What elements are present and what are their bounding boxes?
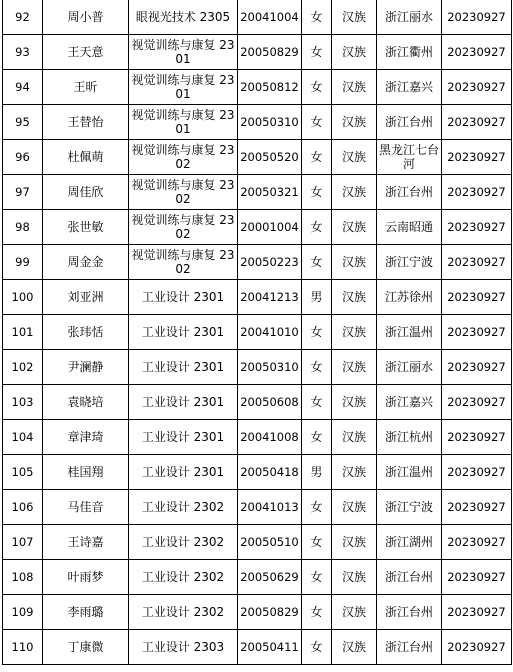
row-number-cell: 100 [3,280,43,315]
major-class-cell: 工业设计 2303 [129,630,238,665]
birth-date-cell: 20001004 [238,210,302,245]
birth-date-cell: 20041010 [238,315,302,350]
table-row [3,315,512,350]
student-name-cell: 桂国翔 [43,455,129,490]
birth-date-cell: 20041004 [238,0,302,35]
table-row [3,70,512,105]
table-row [3,245,512,280]
ethnicity-cell: 汉族 [332,0,377,35]
gender-cell: 女 [302,525,332,560]
major-class-cell: 视觉训练与康复 2302 [129,140,238,175]
ethnicity-cell: 汉族 [332,420,377,455]
major-class-cell: 视觉训练与康复 2301 [129,35,238,70]
origin-cell: 浙江台州 [377,560,442,595]
birth-date-cell: 20050321 [238,175,302,210]
row-number-cell: 96 [3,140,43,175]
student-name-cell: 马佳音 [43,490,129,525]
gender-cell: 女 [302,210,332,245]
origin-cell: 江苏徐州 [377,280,442,315]
ethnicity-cell: 汉族 [332,490,377,525]
student-name-cell: 李雨璐 [43,595,129,630]
origin-cell: 浙江台州 [377,105,442,140]
student-name-cell: 尹澜静 [43,350,129,385]
enrollment-date-cell: 20230927 [442,455,512,490]
enrollment-date-cell: 20230927 [442,595,512,630]
student-name-cell: 张玮恬 [43,315,129,350]
birth-date-cell: 20041013 [238,490,302,525]
gender-cell: 女 [302,35,332,70]
major-class-cell: 工业设计 2302 [129,490,238,525]
gender-cell: 女 [302,385,332,420]
ethnicity-cell: 汉族 [332,140,377,175]
enrollment-date-cell: 20230927 [442,140,512,175]
student-name-cell: 周金金 [43,245,129,280]
table-row [3,350,512,385]
row-number-cell: 109 [3,595,43,630]
row-number-cell: 98 [3,210,43,245]
major-class-cell: 视觉训练与康复 2302 [129,210,238,245]
table-row [3,105,512,140]
student-name-cell: 袁晓培 [43,385,129,420]
table-row [3,455,512,490]
enrollment-date-cell: 20230927 [442,385,512,420]
row-number-cell: 99 [3,245,43,280]
row-number-cell: 103 [3,385,43,420]
birth-date-cell: 20041008 [238,420,302,455]
birth-date-cell: 20050608 [238,385,302,420]
row-number-cell: 97 [3,175,43,210]
major-class-cell: 工业设计 2301 [129,420,238,455]
major-class-cell: 眼视光技术 2305 [129,0,238,35]
gender-cell: 女 [302,245,332,280]
gender-cell: 女 [302,175,332,210]
table-row [3,140,512,175]
ethnicity-cell: 汉族 [332,630,377,665]
row-number-cell: 102 [3,350,43,385]
table-row [3,385,512,420]
major-class-cell: 工业设计 2301 [129,455,238,490]
row-number-cell: 104 [3,420,43,455]
row-number-cell: 107 [3,525,43,560]
origin-cell: 浙江温州 [377,315,442,350]
origin-cell: 浙江嘉兴 [377,385,442,420]
major-class-cell: 工业设计 2302 [129,595,238,630]
origin-cell: 浙江湖州 [377,525,442,560]
enrollment-date-cell: 20230927 [442,280,512,315]
ethnicity-cell: 汉族 [332,280,377,315]
table-row [3,490,512,525]
major-class-cell: 工业设计 2301 [129,280,238,315]
gender-cell: 女 [302,140,332,175]
ethnicity-cell: 汉族 [332,70,377,105]
birth-date-cell: 20050310 [238,105,302,140]
student-name-cell: 王昕 [43,70,129,105]
birth-date-cell: 20050829 [238,35,302,70]
enrollment-date-cell: 20230927 [442,70,512,105]
major-class-cell: 工业设计 2301 [129,385,238,420]
gender-cell: 女 [302,70,332,105]
ethnicity-cell: 汉族 [332,595,377,630]
table-row [3,210,512,245]
student-name-cell: 张世敏 [43,210,129,245]
major-class-cell: 工业设计 2302 [129,560,238,595]
student-name-cell: 周佳欣 [43,175,129,210]
student-name-cell: 王天意 [43,35,129,70]
table-row [3,35,512,70]
gender-cell: 男 [302,280,332,315]
major-class-cell: 视觉训练与康复 2301 [129,105,238,140]
birth-date-cell: 20050411 [238,630,302,665]
birth-date-cell: 20041213 [238,280,302,315]
enrollment-date-cell: 20230927 [442,350,512,385]
major-class-cell: 工业设计 2301 [129,350,238,385]
roster-body [3,0,512,665]
gender-cell: 女 [302,490,332,525]
gender-cell: 女 [302,105,332,140]
birth-date-cell: 20050310 [238,350,302,385]
ethnicity-cell: 汉族 [332,210,377,245]
enrollment-date-cell: 20230927 [442,175,512,210]
enrollment-date-cell: 20230927 [442,105,512,140]
ethnicity-cell: 汉族 [332,350,377,385]
gender-cell: 女 [302,595,332,630]
gender-cell: 女 [302,0,332,35]
birth-date-cell: 20050520 [238,140,302,175]
gender-cell: 女 [302,630,332,665]
origin-cell: 浙江宁波 [377,245,442,280]
student-name-cell: 丁康微 [43,630,129,665]
major-class-cell: 视觉训练与康复 2302 [129,175,238,210]
student-name-cell: 王替怡 [43,105,129,140]
birth-date-cell: 20050510 [238,525,302,560]
enrollment-date-cell: 20230927 [442,0,512,35]
origin-cell: 浙江台州 [377,175,442,210]
table-row [3,280,512,315]
student-name-cell: 章津琦 [43,420,129,455]
ethnicity-cell: 汉族 [332,105,377,140]
row-number-cell: 94 [3,70,43,105]
table-row [3,175,512,210]
table-row [3,560,512,595]
origin-cell: 浙江温州 [377,455,442,490]
table-row [3,0,512,35]
origin-cell: 云南昭通 [377,210,442,245]
student-name-cell: 王诗嘉 [43,525,129,560]
enrollment-date-cell: 20230927 [442,490,512,525]
origin-cell: 浙江台州 [377,630,442,665]
table-row [3,595,512,630]
row-number-cell: 110 [3,630,43,665]
ethnicity-cell: 汉族 [332,525,377,560]
ethnicity-cell: 汉族 [332,560,377,595]
origin-cell: 浙江台州 [377,595,442,630]
row-number-cell: 92 [3,0,43,35]
ethnicity-cell: 汉族 [332,315,377,350]
table-row [3,525,512,560]
ethnicity-cell: 汉族 [332,385,377,420]
major-class-cell: 工业设计 2301 [129,315,238,350]
birth-date-cell: 20050223 [238,245,302,280]
origin-cell: 浙江丽水 [377,0,442,35]
birth-date-cell: 20050629 [238,560,302,595]
row-number-cell: 95 [3,105,43,140]
origin-cell: 浙江嘉兴 [377,70,442,105]
student-name-cell: 杜佩萌 [43,140,129,175]
gender-cell: 女 [302,420,332,455]
student-name-cell: 周小普 [43,0,129,35]
origin-cell: 浙江丽水 [377,350,442,385]
origin-cell: 黑龙江七台河 [377,140,442,175]
major-class-cell: 工业设计 2302 [129,525,238,560]
major-class-cell: 视觉训练与康复 2302 [129,245,238,280]
gender-cell: 女 [302,350,332,385]
row-number-cell: 101 [3,315,43,350]
ethnicity-cell: 汉族 [332,35,377,70]
enrollment-date-cell: 20230927 [442,525,512,560]
enrollment-date-cell: 20230927 [442,245,512,280]
table-row [3,420,512,455]
origin-cell: 浙江衢州 [377,35,442,70]
enrollment-date-cell: 20230927 [442,210,512,245]
enrollment-date-cell: 20230927 [442,35,512,70]
gender-cell: 男 [302,455,332,490]
student-name-cell: 叶雨梦 [43,560,129,595]
student-name-cell: 刘亚洲 [43,280,129,315]
table-row [3,630,512,665]
birth-date-cell: 20050418 [238,455,302,490]
ethnicity-cell: 汉族 [332,245,377,280]
birth-date-cell: 20050829 [238,595,302,630]
enrollment-date-cell: 20230927 [442,420,512,455]
ethnicity-cell: 汉族 [332,175,377,210]
origin-cell: 浙江宁波 [377,490,442,525]
enrollment-date-cell: 20230927 [442,630,512,665]
major-class-cell: 视觉训练与康复 2301 [129,70,238,105]
gender-cell: 女 [302,315,332,350]
row-number-cell: 105 [3,455,43,490]
gender-cell: 女 [302,560,332,595]
row-number-cell: 108 [3,560,43,595]
ethnicity-cell: 汉族 [332,455,377,490]
row-number-cell: 106 [3,490,43,525]
birth-date-cell: 20050812 [238,70,302,105]
enrollment-date-cell: 20230927 [442,315,512,350]
student-roster-table [2,0,512,665]
origin-cell: 浙江杭州 [377,420,442,455]
enrollment-date-cell: 20230927 [442,560,512,595]
row-number-cell: 93 [3,35,43,70]
